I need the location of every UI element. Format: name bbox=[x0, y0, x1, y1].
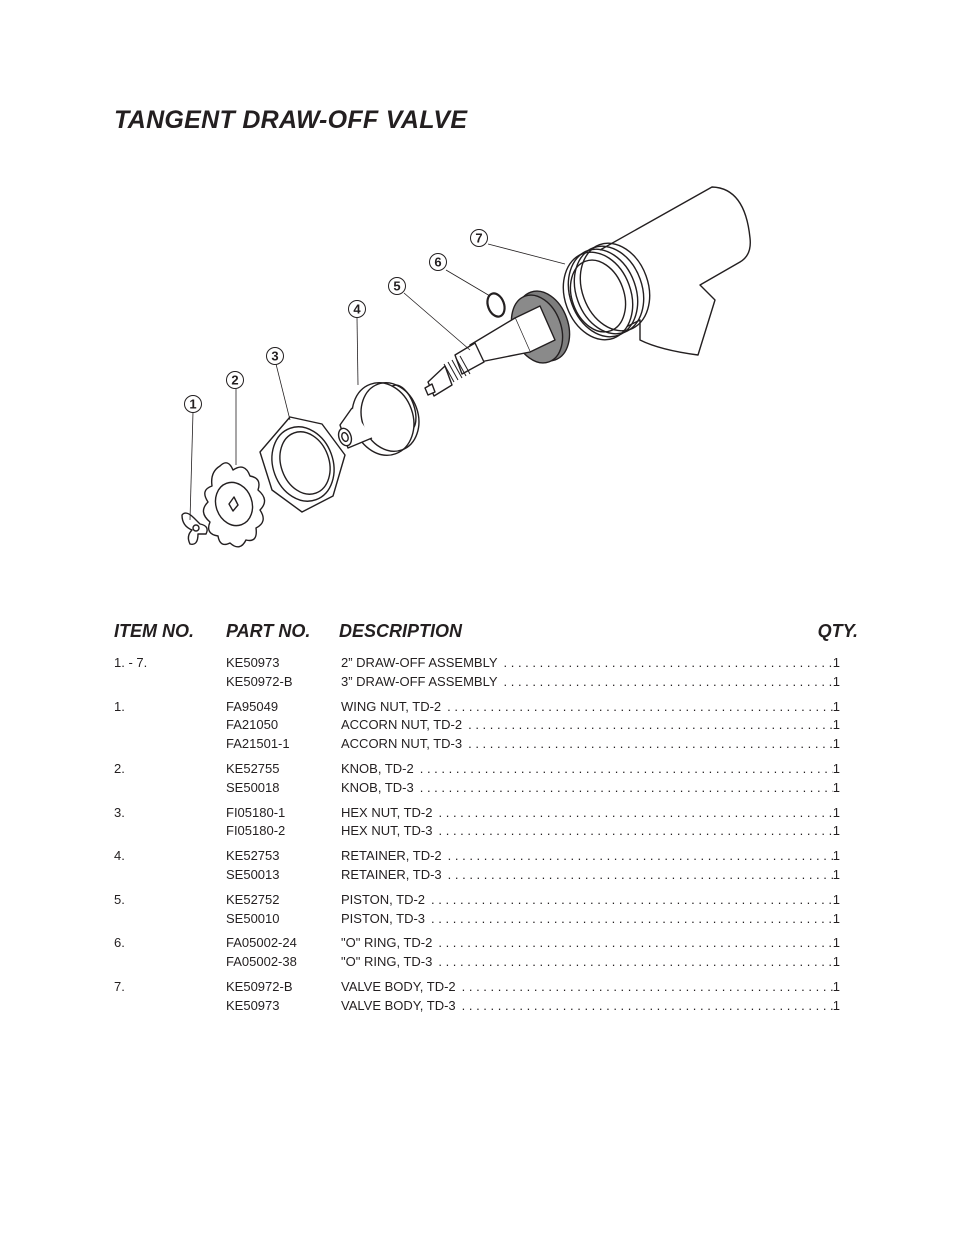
item-number: 5. bbox=[114, 891, 125, 907]
callout-5 bbox=[389, 278, 406, 295]
dot-leader bbox=[420, 779, 833, 798]
parts-group bbox=[114, 978, 840, 1016]
parts-group bbox=[114, 804, 840, 842]
part-description: KNOB, TD-3 bbox=[341, 779, 414, 795]
callout-7 bbox=[471, 230, 488, 247]
part-quantity: 1 bbox=[832, 997, 840, 1013]
table-row bbox=[114, 673, 840, 692]
dot-leader bbox=[468, 716, 833, 735]
table-row bbox=[114, 934, 840, 953]
parts-table-header bbox=[114, 621, 858, 645]
part-quantity: 1 bbox=[832, 760, 840, 776]
valve-body-part bbox=[552, 187, 751, 355]
table-row bbox=[114, 866, 840, 885]
dot-leader bbox=[439, 822, 833, 841]
part-quantity: 1 bbox=[832, 804, 840, 820]
dot-leader bbox=[431, 910, 833, 929]
table-row bbox=[114, 760, 840, 779]
part-number: FA21501-1 bbox=[226, 736, 290, 752]
part-quantity: 1 bbox=[832, 910, 840, 926]
part-number: SE50010 bbox=[226, 910, 280, 926]
parts-group bbox=[114, 934, 840, 972]
part-quantity: 1 bbox=[832, 736, 840, 752]
callout-6 bbox=[430, 254, 447, 271]
callout-1 bbox=[185, 396, 202, 413]
parts-group bbox=[114, 698, 840, 754]
part-description: WING NUT, TD-2 bbox=[341, 698, 442, 714]
page-title: TANGENT DRAW-OFF VALVE bbox=[114, 106, 468, 134]
table-row bbox=[114, 716, 840, 735]
part-number: SE50018 bbox=[226, 779, 280, 795]
table-row bbox=[114, 953, 840, 972]
dot-leader bbox=[431, 891, 833, 910]
svg-text:6: 6 bbox=[434, 254, 442, 270]
table-row bbox=[114, 978, 840, 997]
item-number: 2. bbox=[114, 760, 125, 776]
part-number: KE50973 bbox=[226, 997, 280, 1013]
table-row bbox=[114, 891, 840, 910]
part-number: KE52752 bbox=[226, 891, 280, 907]
part-number: KE50972-B bbox=[226, 673, 293, 689]
table-row bbox=[114, 997, 840, 1016]
table-row bbox=[114, 910, 840, 929]
item-number: 6. bbox=[114, 935, 125, 951]
part-quantity: 1 bbox=[832, 779, 840, 795]
parts-group bbox=[114, 891, 840, 929]
callout-3 bbox=[267, 348, 284, 365]
dot-leader bbox=[438, 934, 832, 953]
hex-nut-part bbox=[260, 417, 345, 512]
part-quantity: 1 bbox=[832, 935, 840, 951]
callout-2 bbox=[227, 372, 244, 389]
part-number: FA05002-24 bbox=[226, 935, 297, 951]
wing-nut-part bbox=[182, 513, 207, 544]
part-quantity: 1 bbox=[832, 698, 840, 714]
dot-leader bbox=[468, 735, 833, 754]
dot-leader bbox=[462, 997, 833, 1016]
dot-leader bbox=[438, 953, 832, 972]
part-description: 2” DRAW-OFF ASSEMBLY bbox=[341, 655, 498, 670]
table-row bbox=[114, 822, 840, 841]
callout-4 bbox=[349, 301, 366, 318]
dot-leader bbox=[448, 847, 833, 866]
svg-text:2: 2 bbox=[231, 372, 239, 388]
part-description: RETAINER, TD-3 bbox=[341, 866, 442, 882]
part-description: VALVE BODY, TD-3 bbox=[341, 997, 456, 1013]
description-header: DESCRIPTION bbox=[339, 621, 463, 641]
dot-leader bbox=[504, 673, 833, 692]
item-number: 4. bbox=[114, 848, 125, 864]
part-description: KNOB, TD-2 bbox=[341, 760, 414, 776]
part-description: VALVE BODY, TD-2 bbox=[341, 978, 456, 994]
parts-group bbox=[114, 847, 840, 885]
part-quantity: 1 bbox=[832, 673, 840, 689]
part-description: PISTON, TD-3 bbox=[341, 910, 426, 926]
part-description: "O" RING, TD-3 bbox=[341, 954, 433, 970]
part-quantity: 1 bbox=[832, 954, 840, 970]
table-row bbox=[114, 654, 840, 673]
dot-leader bbox=[447, 698, 833, 717]
exploded-valve-diagram bbox=[170, 180, 770, 560]
table-row bbox=[114, 735, 840, 754]
part-number: KE50973 bbox=[226, 655, 280, 670]
item-number: 7. bbox=[114, 978, 125, 994]
part-no-header: PART NO. bbox=[226, 621, 311, 641]
part-number: KE50972-B bbox=[226, 978, 293, 994]
table-row bbox=[114, 779, 840, 798]
svg-text:1: 1 bbox=[189, 396, 197, 412]
dot-leader bbox=[504, 654, 833, 673]
part-description: "O" RING, TD-2 bbox=[341, 935, 433, 951]
parts-list bbox=[114, 654, 840, 1022]
part-number: FI05180-1 bbox=[226, 804, 286, 820]
svg-text:4: 4 bbox=[353, 301, 361, 317]
dot-leader bbox=[420, 760, 833, 779]
part-quantity: 1 bbox=[832, 655, 840, 670]
parts-group bbox=[114, 654, 840, 692]
svg-text:3: 3 bbox=[271, 348, 279, 364]
svg-text:5: 5 bbox=[393, 278, 401, 294]
table-row bbox=[114, 847, 840, 866]
part-number: SE50013 bbox=[226, 866, 280, 882]
part-description: ACCORN NUT, TD-2 bbox=[341, 717, 463, 733]
item-number: 1. bbox=[114, 698, 125, 714]
retainer-part bbox=[336, 374, 428, 464]
svg-text:7: 7 bbox=[475, 230, 483, 246]
part-description: PISTON, TD-2 bbox=[341, 891, 426, 907]
item-number: 1. - 7. bbox=[114, 655, 148, 670]
parts-group bbox=[114, 760, 840, 798]
part-number: KE52753 bbox=[226, 848, 280, 864]
qty-header: QTY. bbox=[817, 621, 858, 641]
part-description: HEX NUT, TD-2 bbox=[341, 804, 433, 820]
part-description: ACCORN NUT, TD-3 bbox=[341, 736, 463, 752]
part-description: RETAINER, TD-2 bbox=[341, 848, 442, 864]
part-number: FA95049 bbox=[226, 698, 279, 714]
part-quantity: 1 bbox=[832, 978, 840, 994]
part-number: FI05180-2 bbox=[226, 823, 286, 839]
knob-part bbox=[203, 463, 264, 547]
part-number: FA05002-38 bbox=[226, 954, 297, 970]
part-number: KE52755 bbox=[226, 760, 280, 776]
item-number: 3. bbox=[114, 804, 125, 820]
table-row bbox=[114, 698, 840, 717]
part-quantity: 1 bbox=[832, 891, 840, 907]
part-quantity: 1 bbox=[832, 717, 840, 733]
part-number: FA21050 bbox=[226, 717, 279, 733]
part-quantity: 1 bbox=[832, 848, 840, 864]
dot-leader bbox=[448, 866, 833, 885]
part-quantity: 1 bbox=[832, 866, 840, 882]
item-no-header: ITEM NO. bbox=[114, 621, 194, 641]
part-description: HEX NUT, TD-3 bbox=[341, 823, 433, 839]
part-description: 3” DRAW-OFF ASSEMBLY bbox=[341, 673, 498, 689]
table-row bbox=[114, 804, 840, 823]
dot-leader bbox=[439, 804, 833, 823]
dot-leader bbox=[462, 978, 833, 997]
part-quantity: 1 bbox=[832, 823, 840, 839]
